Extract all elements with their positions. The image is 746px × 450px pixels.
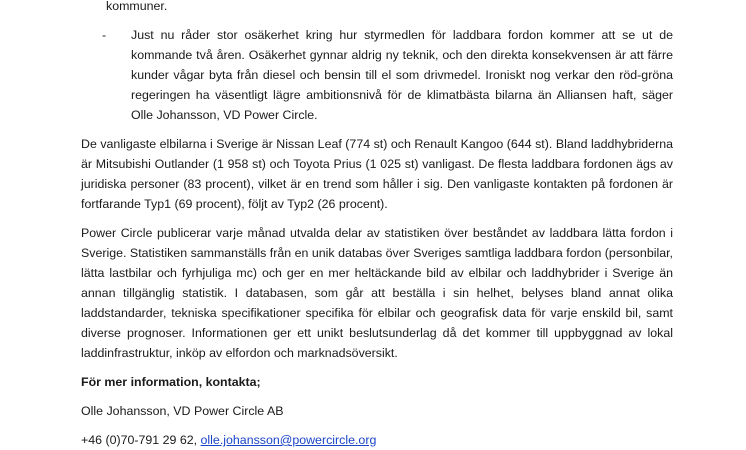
bullet-text: Just nu råder stor osäkerhet kring hur styrmedlen för laddbara fordon kommer att se ut de kommande två åren. Osäkerhet gynnar aldrig ny teknik, och den direkta konsekvensen är att färre kunder vågar byta från diesel och bensin till el som drivmedel. Ironiskt nog verkar den röd-gröna regeringen ha väsentligt lägre ambitionsnivå för de klimatbästa bilarna än Alliansen haft, säger Olle Johansson, VD Power Circle. [131, 28, 673, 122]
contact-phone: +46 (0)70-791 29 62, [81, 433, 198, 447]
document-page [81, 0, 673, 450]
contact-name: Olle Johansson, VD Power Circle AB [81, 404, 284, 418]
contact-heading: För mer information, kontakta; [81, 375, 261, 389]
paragraph-statistics: De vanligaste elbilarna i Sverige är Nissan Leaf (774 st) och Renault Kangoo (644 st). Bland laddhybriderna är Mitsubishi Outlander (1 958 st) och Toyota Prius (1 025 st) vanligast. De flesta laddbara fordonen ägs av juridiska personer (83 procent), vilket är en trend som håller i sig. Den vanligaste kontakten på fordonen är fortfarande Typ1 (69 procent), följt av Typ2 (26 procent). [81, 137, 673, 211]
contact-line [81, 430, 673, 450]
bullet-item [81, 25, 673, 125]
paragraph-database: Power Circle publicerar varje månad utvalda delar av statistiken över beståndet av laddbara lätta fordon i Sverige. Statistiken sammanställs från en unik databas över Sveriges samtliga laddbara fordon (personbilar, lätta lastbilar och fyrhjuliga mc) och ger en mer heltäckande bild av elbilar och laddhybrider i Sverige än annan tillgänglig statistik. I databasen, som går att beställa i sin helhet, belyses bland annat olika laddstandarder, tekniska specifikationer specifika för elbilar och geografisk data för varje enskild bil, samt diverse prognoser. Informationen ger ett unikt beslutsunderlag då det kommer till uppbyggnad av lokal laddinfrastruktur, inköp av elfordon och marknadsöversikt. [81, 226, 673, 360]
bullet-marker: - [102, 28, 107, 42]
contact-email-link[interactable]: olle.johansson@powercircle.org [200, 433, 377, 447]
paragraph-fragment: kommuner. [106, 0, 168, 13]
